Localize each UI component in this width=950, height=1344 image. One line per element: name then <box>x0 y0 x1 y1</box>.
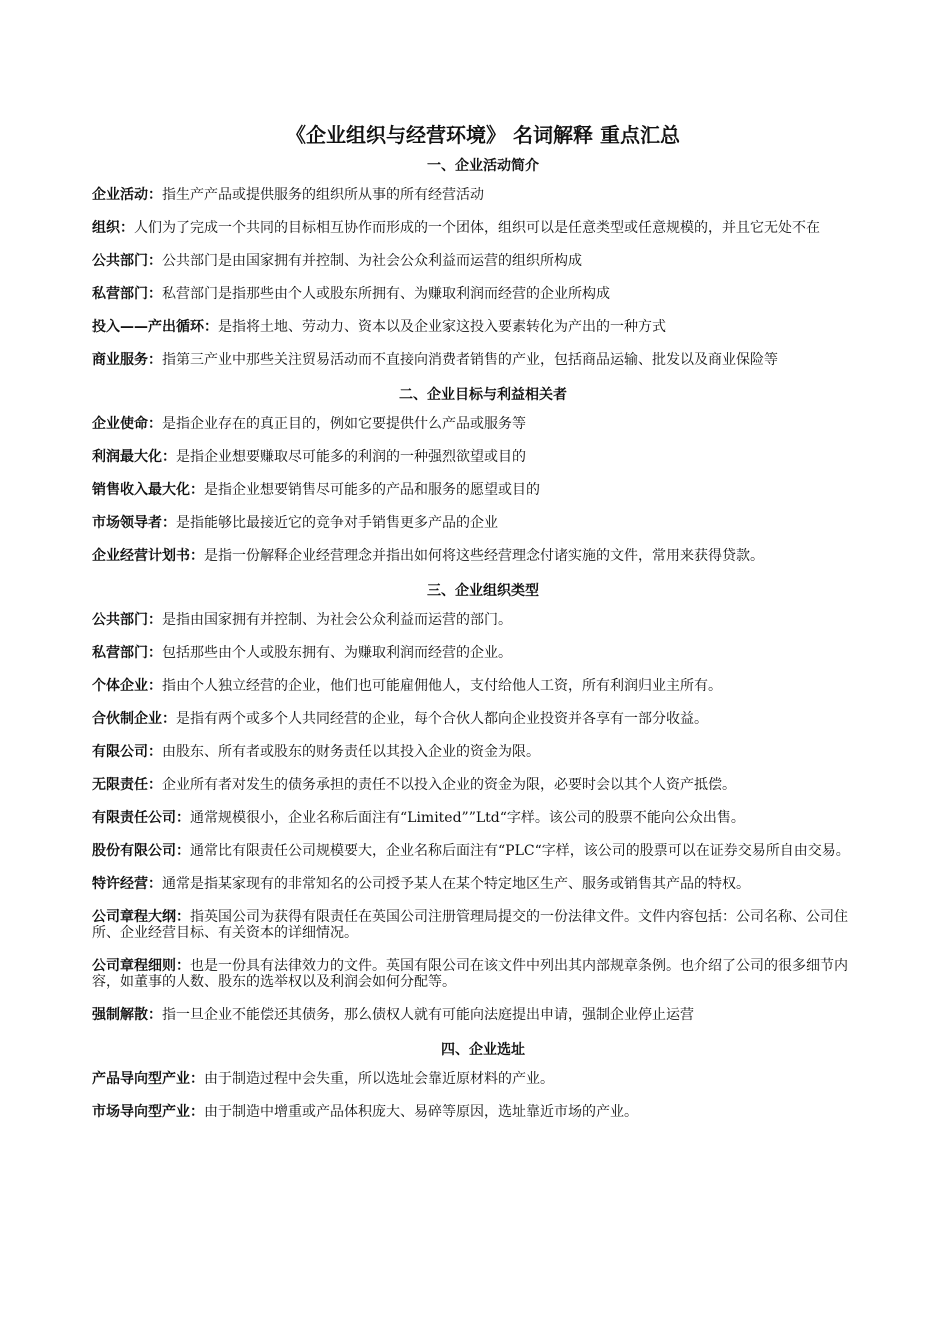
term-definition: 是指企业想要赚取尽可能多的利润的一种强烈欲望或目的 <box>176 449 526 465</box>
term-definition: 是指企业存在的真正目的，例如它要提供什么产品或服务等 <box>162 416 526 432</box>
term-definition: 包括那些由个人或股东拥有、为赚取利润而经营的企业。 <box>162 645 512 661</box>
term-name: 有限责任公司： <box>92 810 190 826</box>
document-page <box>92 120 874 1137</box>
term-definition: 由于制造过程中会失重，所以选址会靠近原材料的产业。 <box>204 1071 554 1087</box>
term-entry <box>92 449 874 465</box>
term-name: 私营部门： <box>92 645 162 661</box>
term-name: 强制解散： <box>92 1007 162 1023</box>
term-definition: 通常比有限责任公司规模要大，企业名称后面注有“PLC“字样，该公司的股票可以在证券交易所自由交易。 <box>190 843 850 859</box>
term-name: 利润最大化： <box>92 449 176 465</box>
term-definition: 是指企业想要销售尽可能多的产品和服务的愿望或目的 <box>204 482 540 498</box>
term-name: 公司章程细则： <box>92 958 190 974</box>
term-entry <box>92 678 874 694</box>
term-entry <box>92 612 874 628</box>
term-definition: 公共部门是由国家拥有并控制、为社会公众利益而运营的组织所构成 <box>162 253 582 269</box>
term-name: 商业服务： <box>92 352 162 368</box>
term-definition: 企业所有者对发生的债务承担的责任不以投入企业的资金为限，必要时会以其个人资产抵偿。 <box>162 777 736 793</box>
term-entry <box>92 958 874 990</box>
term-entry <box>92 220 874 236</box>
term-entry <box>92 876 874 892</box>
term-definition: 指第三产业中那些关注贸易活动而不直接向消费者销售的产业，包括商品运输、批发以及商业保险等 <box>162 352 778 368</box>
term-name: 销售收入最大化： <box>92 482 204 498</box>
term-name: 无限责任： <box>92 777 162 793</box>
term-entry <box>92 645 874 661</box>
term-entry <box>92 253 874 269</box>
term-definition: 是指将土地、劳动力、资本以及企业家这投入要素转化为产出的一种方式 <box>218 319 666 335</box>
document-body <box>92 156 874 1120</box>
term-name: 投入——产出循环： <box>92 319 218 335</box>
term-entry <box>92 711 874 727</box>
term-entry <box>92 548 874 564</box>
section-heading: 一、企业活动简介 <box>427 158 539 174</box>
term-entry <box>92 286 874 302</box>
term-entry <box>92 1104 874 1120</box>
term-definition: 私营部门是指那些由个人或股东所拥有、为赚取利润而经营的企业所构成 <box>162 286 610 302</box>
term-definition: 指由个人独立经营的企业，他们也可能雇佣他人，支付给他人工资，所有利润归业主所有。 <box>162 678 722 694</box>
term-name: 特许经营： <box>92 876 162 892</box>
document-title: 《企业组织与经营环境》 名词解释 重点汇总 <box>286 123 680 147</box>
term-definition: 人们为了完成一个共同的目标相互协作而形成的一个团体，组织可以是任意类型或任意规模的，并且它无处不在 <box>134 220 820 236</box>
term-definition: 也是一份具有法律效力的文件。英国有限公司在该文件中列出其内部规章条例。也介绍了公司的很多细节内容，如董事的人数、股东的选举权以及利润会如何分配等。 <box>92 958 848 990</box>
term-entry <box>92 1007 874 1023</box>
term-name: 股份有限公司： <box>92 843 190 859</box>
term-definition: 通常是指某家现有的非常知名的公司授予某人在某个特定地区生产、服务或销售其产品的特权。 <box>162 876 750 892</box>
term-definition: 指英国公司为获得有限责任在英国公司注册管理局提交的一份法律文件。文件内容包括：公司名称、公司住所、企业经营目标、有关资本的详细情况。 <box>92 909 848 941</box>
term-entry <box>92 777 874 793</box>
term-entry <box>92 187 874 203</box>
term-definition: 通常规模很小，企业名称后面注有“Limited””Ltd“字样。该公司的股票不能向公众出售。 <box>190 810 745 826</box>
term-entry <box>92 482 874 498</box>
term-name: 组织： <box>92 220 134 236</box>
term-name: 私营部门： <box>92 286 162 302</box>
term-name: 公司章程大纲： <box>92 909 190 925</box>
term-definition: 是指一份解释企业经营理念并指出如何将这些经营理念付诸实施的文件，常用来获得贷款。 <box>204 548 764 564</box>
term-name: 公共部门： <box>92 253 162 269</box>
section-heading: 四、企业选址 <box>441 1042 525 1058</box>
term-definition: 指生产产品或提供服务的组织所从事的所有经营活动 <box>162 187 484 203</box>
term-name: 企业活动： <box>92 187 162 203</box>
term-name: 企业经营计划书： <box>92 548 204 564</box>
term-entry <box>92 515 874 531</box>
term-definition: 是指能够比最接近它的竞争对手销售更多产品的企业 <box>176 515 498 531</box>
section-heading: 二、企业目标与利益相关者 <box>399 387 567 403</box>
term-entry <box>92 843 874 859</box>
term-name: 个体企业： <box>92 678 162 694</box>
term-definition: 由于制造中增重或产品体积庞大、易碎等原因，选址靠近市场的产业。 <box>204 1104 638 1120</box>
term-name: 市场导向型产业： <box>92 1104 204 1120</box>
term-definition: 是指由国家拥有并控制、为社会公众利益而运营的部门。 <box>162 612 512 628</box>
term-definition: 是指有两个或多个人共同经营的企业，每个合伙人都向企业投资并各享有一部分收益。 <box>176 711 708 727</box>
term-entry <box>92 416 874 432</box>
term-definition: 由股东、所有者或股东的财务责任以其投入企业的资金为限。 <box>162 744 540 760</box>
term-name: 市场领导者： <box>92 515 176 531</box>
section-heading: 三、企业组织类型 <box>427 583 539 599</box>
term-name: 产品导向型产业： <box>92 1071 204 1087</box>
term-entry <box>92 1071 874 1087</box>
term-definition: 指一旦企业不能偿还其债务，那么债权人就有可能向法庭提出申请，强制企业停止运营 <box>162 1007 694 1023</box>
term-entry <box>92 319 874 335</box>
term-name: 有限公司： <box>92 744 162 760</box>
term-entry <box>92 909 874 941</box>
term-name: 企业使命： <box>92 416 162 432</box>
term-name: 合伙制企业： <box>92 711 176 727</box>
term-entry <box>92 744 874 760</box>
term-name: 公共部门： <box>92 612 162 628</box>
term-entry <box>92 810 874 826</box>
term-entry <box>92 352 874 368</box>
